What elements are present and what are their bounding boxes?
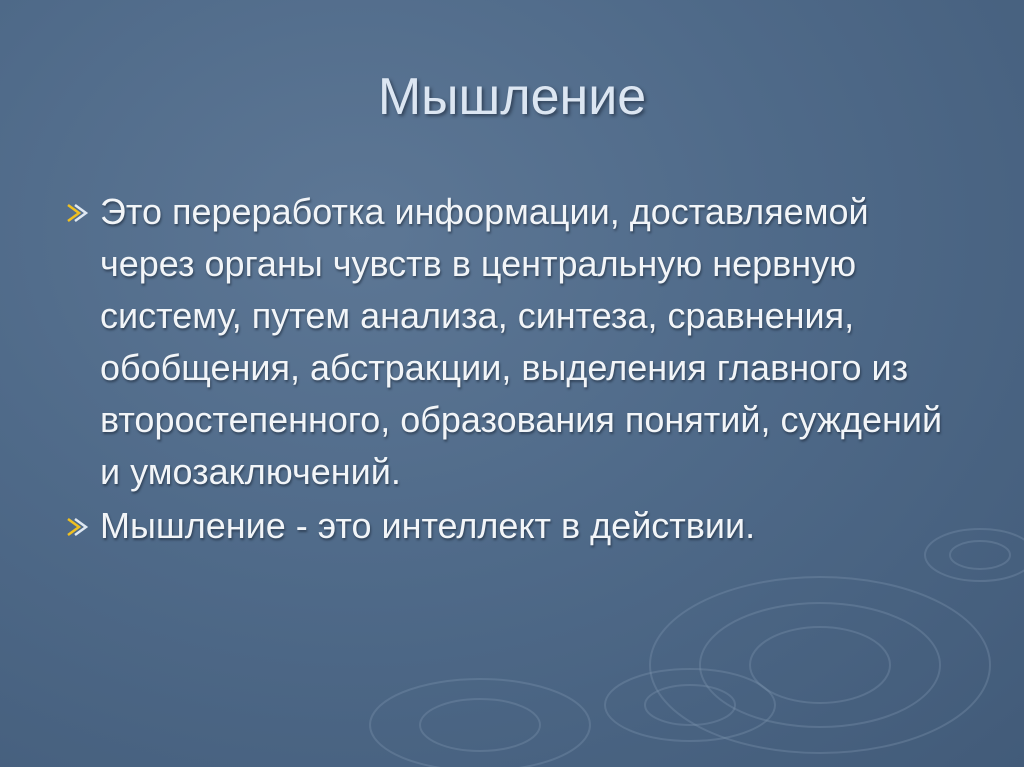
- bullet-text: Мышление - это интеллект в действии.: [100, 505, 756, 546]
- slide-title: Мышление: [377, 68, 647, 126]
- chevron-arrow-icon: [64, 515, 90, 539]
- bullet-text: Это переработка информации, доставляемой через органы чувств в центральную нервную систему, путем анализа, синтеза, сравнения, обобщения, абстракции, выделения главного из второстепенного, образования понятий, суждений и умозаключений.: [100, 191, 943, 492]
- chevron-arrow-icon: [64, 201, 90, 225]
- bullet-item: [64, 186, 944, 498]
- bullet-list: [64, 186, 944, 554]
- bullet-item: [64, 500, 944, 552]
